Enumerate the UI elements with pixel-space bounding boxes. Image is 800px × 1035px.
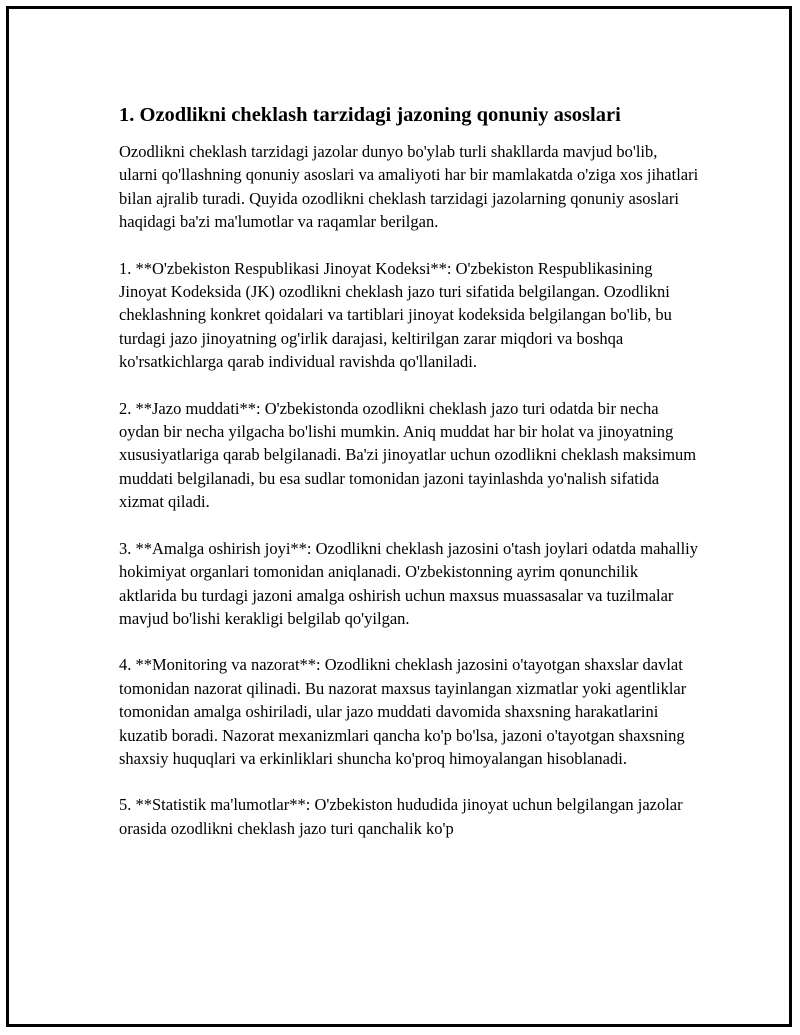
page-frame [6,6,792,1027]
paragraph-place-of-execution: 3. **Amalga oshirish joyi**: Ozodlikni cheklash jazosini o'tash joylari odatda mahalliy hokimiyat organlari tomonidan aniqlanadi. O'zbekistonning ayrim qonunchilik aktlarida bu turdagi jazoni amalga oshirish uchun maxsus muassasalar va tuzilmalar mavjud bo'lishi kerakligi belgilab qo'yilgan. [119,538,698,628]
paragraph-term-of-punishment: 2. **Jazo muddati**: O'zbekistonda ozodlikni cheklash jazo turi odatda bir necha oydan bir necha yilgacha bo'lishi mumkin. Aniq muddat har bir holat va jinoyatning xususiyatlariga qarab belgilanadi. Ba'zi jinoyatlar uchun ozodlikni cheklash maksimum muddati belgilanadi, bu esa sudlar tomonidan jazoni tayinlashda yo'nalish sifatida xizmat qiladi. [119,398,697,512]
paragraph-criminal-code: 1. **O'zbekiston Respublikasi Jinoyat Kodeksi**: O'zbekiston Respublikasining Jinoyat Kodeksida (JK) ozodlikni cheklash jazo turi sifatida belgilangan. Ozodlikni cheklashning konkret qoidalari va tartiblari jinoyat kodeksida belgilangan bo'lib, bu turdagi jazo jinoyatning og'irlik darajasi, keltirilgan zarar miqdori va boshqa ko'rsatkichlarga qarab individual ravishda qo'llaniladi. [119,258,672,372]
paragraph-monitoring: 4. **Monitoring va nazorat**: Ozodlikni cheklash jazosini o'tayotgan shaxslar davlat tomonidan nazorat qilinadi. Bu nazorat maxsus tayinlangan xizmatlar yoki agentliklar tomonidan amalga oshiriladi, ular jazo muddati davomida shaxsning harakatlarini kuzatib boradi. Nazorat mexanizmlari qancha ko'p bo'lsa, jazoni o'tayotgan shaxsning shaxsiy huquqlari va erkinliklari shuncha ko'proq himoyalangan hisoblanadi. [119,655,687,768]
intro-paragraph: Ozodlikni cheklash tarzidagi jazolar dunyo bo'ylab turli shakllarda mavjud bo'lib, ularni qo'llashning qonuniy asoslari va amaliyoti har bir mamlakatda o'ziga xos jihatlari bilan ajralib turadi. Quyida ozodlikni cheklash tarzidagi jazolarning qonuniy asoslari haqidagi ba'zi ma'lumotlar va raqamlar berilgan. [119,142,699,232]
document-body [119,101,699,863]
paragraph-statistics: 5. **Statistik ma'lumotlar**: O'zbekiston hududida jinoyat uchun belgilangan jazolar orasida ozodlikni cheklash jazo turi qanchalik ko'p [119,795,683,838]
section-title: 1. Ozodlikni cheklash tarzidagi jazoning qonuniy asoslari [119,104,621,126]
